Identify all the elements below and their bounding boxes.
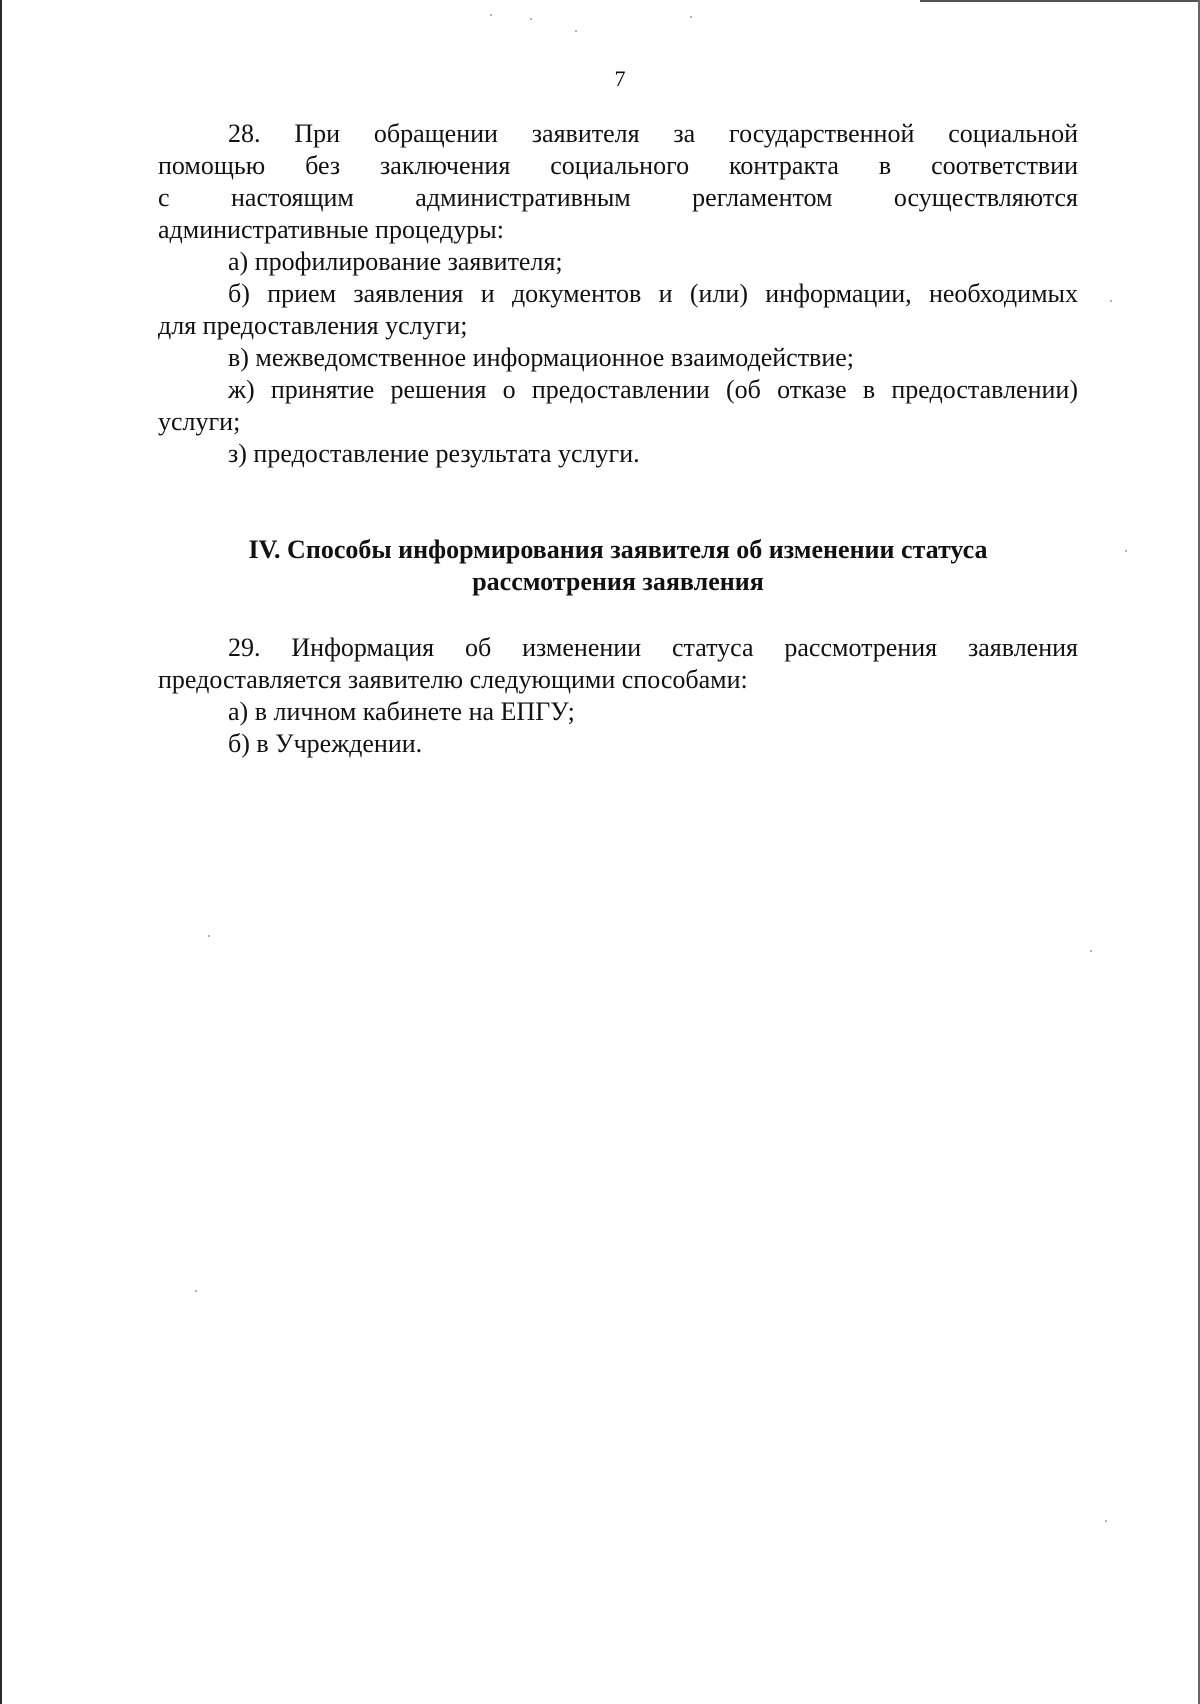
scan-speck (1105, 1520, 1107, 1522)
scan-speck (575, 30, 577, 32)
scan-speck (1090, 950, 1092, 952)
list-item-b: б) прием заявления и документов и (или) информации, необходимых (228, 279, 1078, 308)
scan-edge-left (0, 0, 2, 1704)
scan-speck (690, 16, 692, 18)
paragraph-28 (158, 118, 1078, 470)
paragraph-line: административные процедуры: (158, 215, 504, 244)
scan-speck (1125, 550, 1127, 552)
list-item-b: б) в Учреждении. (228, 729, 423, 758)
scan-speck (530, 18, 532, 20)
list-item-a: а) в личном кабинете на ЕПГУ; (228, 697, 575, 726)
scan-speck (208, 935, 210, 937)
list-item-a: а) профилирование заявителя; (228, 247, 563, 276)
scan-speck (1110, 300, 1112, 302)
list-item-v: в) межведомственное информационное взаимодействие; (228, 343, 855, 372)
scan-speck (490, 14, 492, 16)
paragraph-line: с настоящим административным регламентом осуществляются (158, 183, 1078, 212)
page-number: 7 (614, 66, 626, 91)
section-heading-line: IV. Способы информирования заявителя об изменении статуса (248, 535, 988, 564)
paragraph-29 (158, 632, 1078, 760)
list-item-zh: ж) принятие решения о предоставлении (об отказе в предоставлении) (228, 375, 1078, 404)
paragraph-line: помощью без заключения социального контракта в соответствии (158, 151, 1078, 180)
scan-speck (195, 1290, 197, 1292)
paragraph-line: 28. При обращении заявителя за государственной социальной (228, 119, 1078, 148)
list-item-z: з) предоставление результата услуги. (228, 439, 640, 468)
paragraph-line: предоставляется заявителю следующими способами: (158, 665, 748, 694)
paragraph-line: 29. Информация об изменении статуса рассмотрения заявления (228, 633, 1078, 662)
list-item-zh-continuation: услуги; (158, 407, 241, 436)
scan-edge-top (920, 0, 1200, 2)
list-item-b-continuation: для предоставления услуги; (158, 311, 468, 340)
section-heading-line: рассмотрения заявления (472, 567, 764, 596)
section-heading (158, 534, 1078, 598)
